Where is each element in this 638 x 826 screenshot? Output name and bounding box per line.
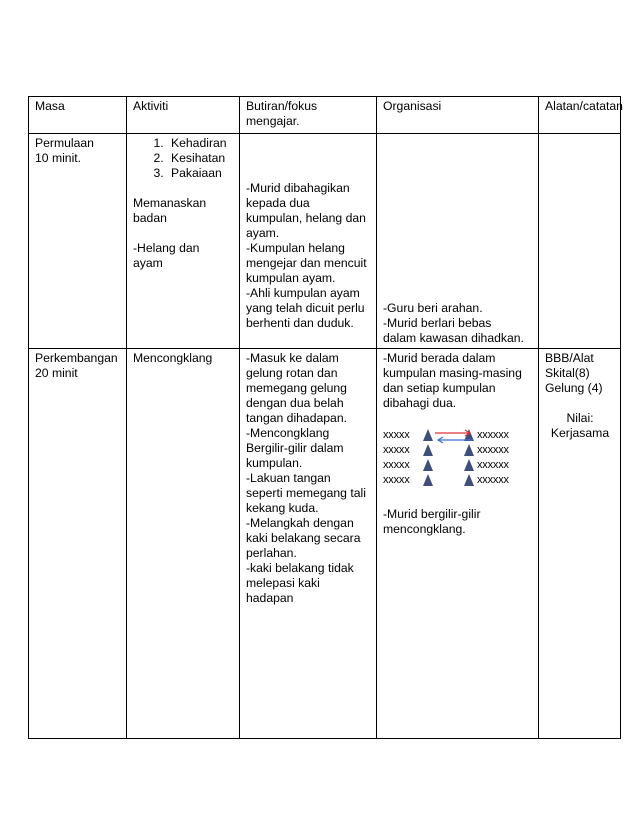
attendance-list: [133, 136, 234, 181]
cell-organisasi: [377, 349, 539, 739]
cell-masa: [29, 349, 127, 739]
text-line: melepasi kaki: [246, 576, 320, 590]
text-line: -Lakuan tangan: [246, 471, 331, 485]
formation-right: xxxxxx: [477, 429, 509, 441]
list-item: 3. Pakaiaan: [167, 166, 234, 181]
activity-line: badan: [133, 211, 167, 225]
formation-left: xxxxx: [383, 429, 410, 441]
cell-aktiviti: [127, 349, 240, 739]
cell-organisasi: [377, 134, 539, 349]
cell-alatan: [539, 134, 621, 349]
text-line: dan setiap kumpulan: [383, 381, 496, 395]
alatan-line: Skital(8): [545, 366, 590, 380]
header-butiran: Butiran/fokus mengajar.: [240, 97, 377, 134]
text-line: dibahagi dua.: [383, 396, 457, 410]
cell-masa: [29, 134, 127, 349]
masa-line: 20 minit: [35, 366, 78, 380]
marker-triangle-icon: [423, 429, 433, 441]
text-line: kekang kuda.: [246, 501, 319, 515]
list-item: 2. Kesihatan: [167, 151, 234, 166]
formation-right: xxxxxx: [477, 459, 509, 471]
text-line: kumpulan masing-masing: [383, 366, 522, 380]
marker-triangle-icon: [464, 459, 474, 471]
header-organisasi: Organisasi: [377, 97, 539, 134]
header-row: [29, 97, 621, 134]
text-line: kepada dua: [246, 196, 310, 210]
text-line: dengan dua belah: [246, 396, 344, 410]
text-line: -Guru beri arahan.: [383, 301, 483, 315]
text-line: kumpulan ayam.: [246, 271, 336, 285]
text-line: mengejar dan mencuit: [246, 256, 367, 270]
activity-line: Memanaskan: [133, 196, 207, 210]
organisasi-text: [383, 507, 533, 537]
text-line: -Masuk ke dalam: [246, 351, 339, 365]
masa-line: Perkembangan: [35, 351, 118, 365]
nilai-label: Nilai:: [566, 411, 594, 425]
text-line: yang telah dicuit perlu: [246, 301, 365, 315]
text-line: perlahan.: [246, 546, 297, 560]
marker-triangle-icon: [464, 474, 474, 486]
text-line: -kaki belakang tidak: [246, 561, 354, 575]
marker-triangle-icon: [423, 459, 433, 471]
text-line: memegang gelung: [246, 381, 347, 395]
formation-right: xxxxxx: [477, 474, 509, 486]
formation-left: xxxxx: [383, 474, 410, 486]
nilai-value: Kerjasama: [550, 426, 610, 440]
text-line: -Murid berlari bebas: [383, 316, 492, 330]
activity-line: ayam: [133, 256, 163, 270]
text-line: -Melangkah dengan: [246, 516, 354, 530]
marker-triangle-icon: [464, 444, 474, 456]
organisasi-text: [383, 351, 533, 411]
lesson-plan-table: [28, 96, 621, 739]
rotation-arrows-icon: [433, 429, 475, 445]
butiran-text: [246, 181, 371, 331]
activity-line: Mencongklang: [133, 351, 213, 365]
text-line: seperti memegang tali: [246, 486, 366, 500]
organisasi-text: [383, 301, 533, 346]
text-line: -Murid dibahagikan: [246, 181, 350, 195]
butiran-text: [246, 351, 371, 606]
text-line: -Kumpulan helang: [246, 241, 345, 255]
activity-line: -Helang dan: [133, 241, 200, 255]
formation-diagram: [383, 428, 533, 492]
formation-left: xxxxx: [383, 459, 410, 471]
header-aktiviti: Aktiviti: [127, 97, 240, 134]
header-alatan: Alatan/catatan: [539, 97, 621, 134]
text-line: kumpulan.: [246, 456, 303, 470]
text-line: hadapan: [246, 591, 294, 605]
text-line: -Ahli kumpulan ayam: [246, 286, 360, 300]
cell-butiran: [240, 134, 377, 349]
cell-aktiviti: [127, 134, 240, 349]
alatan-line: Gelung (4): [545, 381, 603, 395]
text-line: ayam.: [246, 226, 280, 240]
formation-left: xxxxx: [383, 444, 410, 456]
masa-line: Permulaan: [35, 136, 94, 150]
masa-line: 10 minit.: [35, 151, 82, 165]
text-line: kumpulan, helang dan: [246, 211, 366, 225]
text-line: -Mencongklang: [246, 426, 330, 440]
table-row-permulaan: [29, 134, 621, 349]
marker-triangle-icon: [423, 474, 433, 486]
text-line: dalam kawasan dihadkan.: [383, 331, 524, 345]
text-line: berhenti dan duduk.: [246, 316, 354, 330]
list-item: 1. Kehadiran: [167, 136, 234, 151]
text-line: tangan dihadapan.: [246, 411, 347, 425]
header-masa: Masa: [29, 97, 127, 134]
formation-right: xxxxxx: [477, 444, 509, 456]
text-line: kaki belakang secara: [246, 531, 361, 545]
marker-triangle-icon: [423, 444, 433, 456]
text-line: -Murid berada dalam: [383, 351, 496, 365]
text-line: -Murid bergilir-gilir: [383, 507, 481, 521]
alatan-line: BBB/Alat: [545, 351, 594, 365]
text-line: mencongklang.: [383, 522, 466, 536]
cell-butiran: [240, 349, 377, 739]
cell-alatan: [539, 349, 621, 739]
text-line: gelung rotan dan: [246, 366, 338, 380]
text-line: Bergilir-gilir dalam: [246, 441, 344, 455]
table-row-perkembangan: [29, 349, 621, 739]
